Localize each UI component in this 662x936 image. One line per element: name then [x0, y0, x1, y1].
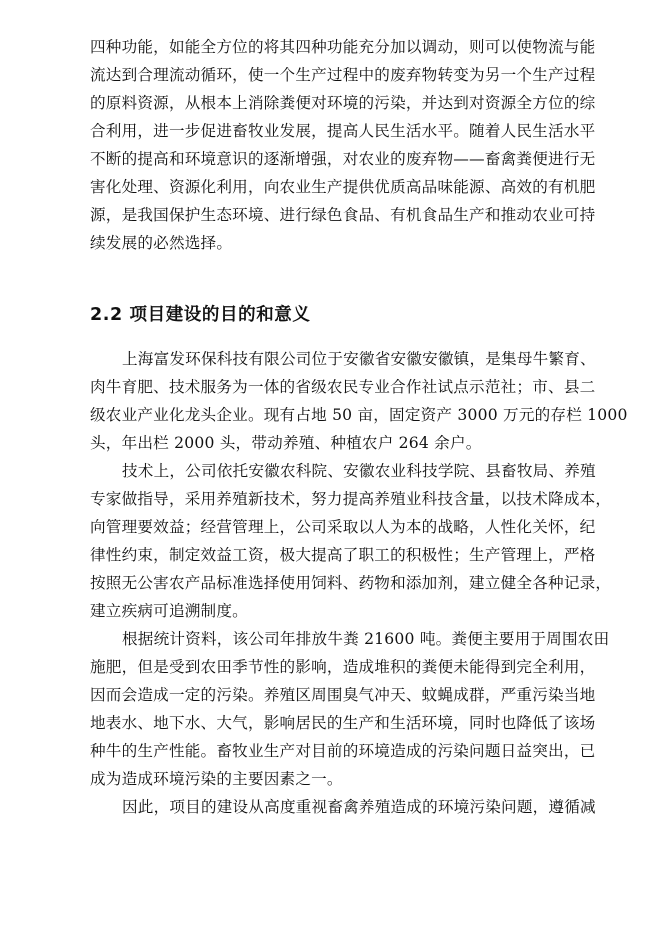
paragraph-line: 的原料资源，从根本上消除粪便对环境的污染，并达到对资源全方位的综 [90, 94, 596, 112]
paragraph-line: 因而会造成一定的污染。养殖区周围臭气冲天、蚊蝇成群，严重污染当地 [90, 686, 596, 704]
paragraph-line: 上海富发环保科技有限公司位于安徽省安徽安徽镇，是集母牛繁育、 [122, 350, 596, 368]
paragraph-line: 专家做指导，采用养殖新技术，努力提高养殖业科技含量，以技术降成本， [90, 490, 612, 508]
paragraph-line: 害化处理、资源化利用，向农业生产提供优质高品味能源、高效的有机肥 [90, 178, 596, 196]
paragraph-line: 级农业产业化龙头企业。现有占地 50 亩，固定资产 3000 万元的存栏 1000 [90, 406, 628, 424]
section-heading: 2.2 项目建设的目的和意义 [90, 305, 311, 325]
paragraph-line: 根据统计资料，该公司年排放牛粪 21600 吨。粪便主要用于周围农田 [122, 630, 610, 648]
paragraph-line: 种牛的生产性能。畜牧业生产对目前的环境造成的污染问题日益突出，已 [90, 742, 596, 760]
paragraph-line: 四种功能，如能全方位的将其四种功能充分加以调动，则可以使物流与能 [90, 38, 596, 56]
paragraph-line: 续发展的必然选择。 [90, 234, 233, 252]
paragraph-line: 建立疾病可追溯制度。 [90, 602, 248, 620]
paragraph-line: 按照无公害农产品标准选择使用饲料、药物和添加剂，建立健全各种记录， [90, 574, 612, 592]
paragraph-line: 技术上，公司依托安徽农科院、安徽农业科技学院、县畜牧局、养殖 [122, 462, 596, 480]
paragraph-line: 不断的提高和环境意识的逐渐增强，对农业的废弃物——畜禽粪便进行无 [90, 150, 596, 168]
paragraph-line: 地表水、地下水、大气，影响居民的生产和生活环境，同时也降低了该场 [90, 714, 596, 732]
paragraph-line: 向管理要效益；经营管理上，公司采取以人为本的战略，人性化关怀，纪 [90, 518, 596, 536]
paragraph-line: 肉牛育肥、技术服务为一体的省级农民专业合作社试点示范社；市、县二 [90, 378, 596, 396]
paragraph-line: 因此，项目的建设从高度重视畜禽养殖造成的环境污染问题，遵循减 [122, 798, 596, 816]
paragraph-line: 成为造成环境污染的主要因素之一。 [90, 770, 343, 788]
paragraph-line: 源，是我国保护生态环境、进行绿色食品、有机食品生产和推动农业可持 [90, 206, 596, 224]
paragraph-line: 头，年出栏 2000 头，带动养殖、种植农户 264 余户。 [90, 434, 482, 452]
paragraph-line: 施肥，但是受到农田季节性的影响，造成堆积的粪便未能得到完全利用， [90, 658, 596, 676]
paragraph-line: 律性约束，制定效益工资，极大提高了职工的积极性；生产管理上，严格 [90, 546, 596, 564]
paragraph-line: 流达到合理流动循环，使一个生产过程中的废弃物转变为另一个生产过程 [90, 66, 596, 84]
paragraph-line: 合利用，进一步促进畜牧业发展，提高人民生活水平。随着人民生活水平 [90, 122, 596, 140]
